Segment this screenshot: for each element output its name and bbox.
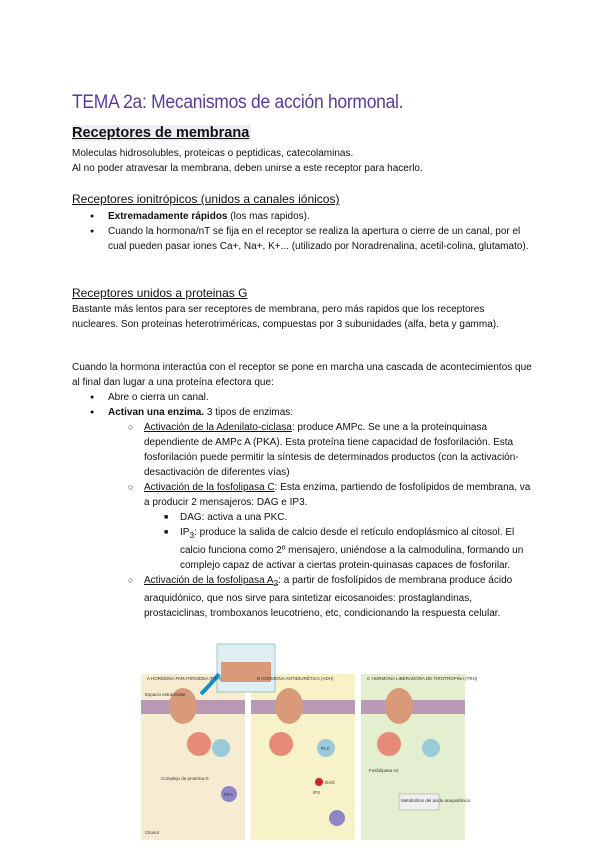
ionotropic-list (72, 209, 532, 254)
figure-svg (141, 644, 478, 840)
g-protein-b (269, 732, 293, 756)
pla2-link-label: Activación de la fosfolipasa A (144, 575, 274, 586)
list-item (72, 573, 532, 621)
plc-link: Activación de la fosfolipasa C (144, 482, 275, 493)
gprotein-b2-rest: 3 tipos de enzimas: (204, 407, 294, 418)
adenylate-link: Activación de la Adenilato-ciclasa (144, 422, 292, 433)
intro-line-1: Moleculas hidrosolubles, proteicas o peptidicas, catecolaminas. (72, 148, 354, 159)
ip3-node (315, 778, 323, 786)
pla2-node (422, 739, 440, 757)
pka-label: PKA (224, 792, 234, 797)
ionotropic-heading: Receptores ionitrópicos (unidos a canales iónicos) (72, 192, 340, 206)
g-protein-a (187, 732, 211, 756)
ionotropic-b1-rest: (los mas rapidos). (227, 211, 310, 222)
membrane-b (251, 700, 355, 714)
signaling-figure (141, 644, 478, 840)
gprotein-heading: Receptores unidos a proteinas G (72, 286, 248, 300)
pkc-node (329, 810, 345, 826)
pla2-subscript: 2 (273, 578, 279, 588)
gprotein-list (72, 390, 532, 621)
list-item (72, 405, 532, 420)
extracellular-label: Espacio extracelular (145, 692, 186, 697)
intro-paragraph (72, 146, 532, 176)
ip3-text: : produce la salida de calcio desde el retículo endoplásmico al citosol. El calcio funciona como 2º mensajero, uniéndose a la calmodulina, formando un complejo capaz de activar a ciertas protein-quinasas capaces de fosforilar. (180, 527, 524, 571)
membrane-c (361, 700, 465, 714)
plc-text: : Esta enzima, partiendo de fosfolípidos de membrana, va a producir 2 mensajeros: DAG e IP3. (144, 482, 531, 508)
list-item (72, 209, 532, 224)
panel-c-bg (361, 674, 465, 840)
gprotein-paragraph-1: Bastante más lentos para ser receptores de membrana, pero más rapidos que los receptores nucleares. Son proteinas heterotriméricas, compuestas por 3 subunidades (alfa, beta y gamma). (72, 304, 499, 330)
panel-c-label: C HORMONA LIBERADORA DE TIROTROPINA (TRH) (367, 676, 478, 681)
ionotropic-b2: Cuando la hormona/nT se fija en el receptor se realiza la apertura o cierre de un canal, por el cual pueden pasar iones Ca+, Na+, K+... (utilizado por Noradrenalina, acetil-colina, glutamato). (108, 226, 529, 252)
pla2-text: : a partir de fosfolípidos de membrana produce ácido araquidónico, que nos sirve para sintetizar eicosanoides: prostaglandinas, prostaciclinas, tromboxanos leucotrieno, etc, condicionando la respuesta celular. (144, 575, 513, 619)
adenylate-text: : produce AMPc. Se une a la proteinquinasa dependiente de AMPc A (PKA). Esta proteína tiene capacidad de fosforilación. Esta fosforilación puede permitir la síntesis de determinados productos (con la activación-desactivación de diferentes vías) (144, 422, 519, 478)
intro-line-2: Al no poder atravesar la membrana, deben unirse a este receptor para hacerlo. (72, 163, 423, 174)
gprotein-b2-bold: Activan una enzima. (108, 407, 205, 418)
pla2-label: Fosfolipasa A2 (369, 768, 399, 773)
g-alpha-a (212, 739, 230, 757)
list-item (72, 420, 532, 480)
list-item (72, 510, 532, 525)
gprotein-paragraph-2: Cuando la hormona interactúa con el receptor se pone en marcha una cascada de acontecimientos que al final dan lugar a una proteína efectora que: (72, 362, 532, 388)
ip3-fig-label: IP3 (313, 790, 320, 795)
list-item (72, 525, 532, 573)
receptor-b (275, 688, 303, 724)
ip3-subscript: 3 (189, 530, 195, 540)
g-protein-label: Complejo de proteína G (161, 776, 209, 781)
panel-b-label: B HORMONA ANTIDIURÉTICA (ADH) (257, 676, 334, 681)
arach-label: Metabolitos del ácido araquidónico (401, 798, 471, 803)
page-title: TEMA 2a: Mecanismos de acción hormonal. (72, 92, 404, 113)
plc-label: PLC (321, 746, 330, 751)
panel-a-label: A HORMONA PARATIROIDEA (PTH) (147, 676, 222, 681)
pla2-link (144, 575, 278, 586)
dag-text: DAG: activa a una PKC. (180, 512, 288, 523)
section-heading: Receptores de membrana (72, 125, 250, 141)
receptor-c (385, 688, 413, 724)
cytosol-label: Citosol (145, 830, 159, 835)
dag-label: DAG (325, 780, 335, 785)
list-item (72, 480, 532, 510)
gprotein-b1: Abre o cierra un canal. (108, 392, 209, 403)
list-item (72, 390, 532, 405)
list-item (72, 224, 532, 254)
g-protein-c (377, 732, 401, 756)
ip3-label: IP (180, 527, 190, 538)
ionotropic-b1-bold: Extremadamente rápidos (108, 211, 228, 222)
